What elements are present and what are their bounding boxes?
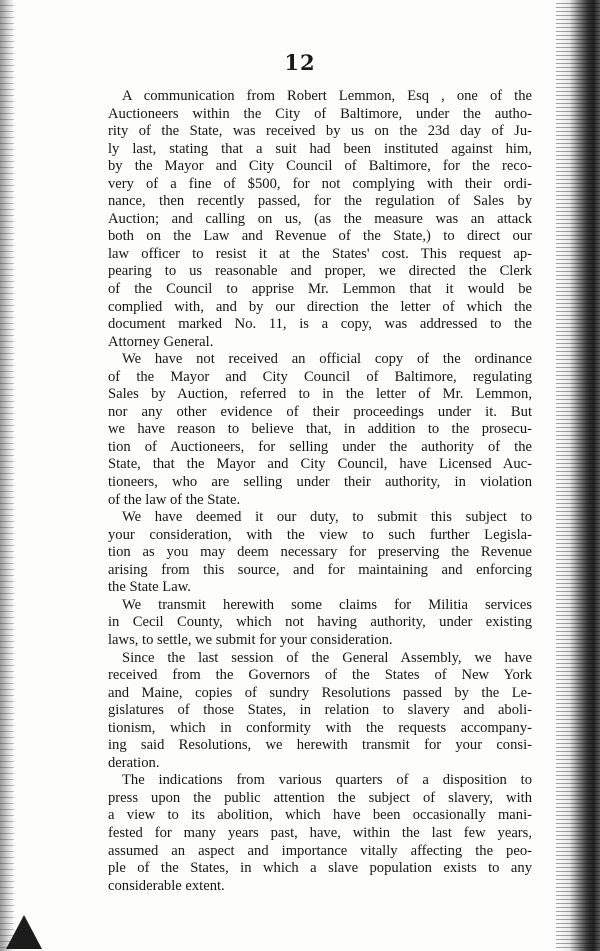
text-line: arising from this source, and for maintaining and enforcing [108, 561, 532, 578]
text-line: and Maine, copies of sundry Resolutions passed by the Le- [108, 684, 532, 701]
text-line: We transmit herewith some claims for Militia services [122, 596, 532, 613]
text-line: received from the Governors of the States of New York [108, 667, 532, 684]
text-line: We have not received an official copy of the ordinance [122, 351, 532, 368]
text-line: pearing to us reasonable and proper, we directed the Clerk [108, 263, 532, 280]
text-line: A communication from Robert Lemmon, Esq , one of the [122, 88, 532, 104]
text-line: complied with, and by our direction the letter of which the [108, 298, 532, 315]
text-line: tion as you may deem necessary for preserving the Revenue [108, 544, 532, 561]
text-line: document marked No. 11, is a copy, was addressed to the [108, 316, 532, 333]
text-line: ple of the States, in which a slave population exists to any [108, 860, 532, 877]
text-line: both on the Law and Revenue of the State,) to direct our [108, 228, 532, 245]
text-line: a view to its abolition, which have been occasionally mani- [108, 807, 532, 824]
text-line: the State Law. [108, 579, 191, 596]
text-line: ly last, stating that a suit had been instituted against him, [108, 140, 532, 157]
text-line: ing said Resolutions, we herewith transmit for your consi- [108, 737, 532, 754]
text-line: considerable extent. [108, 877, 225, 894]
text-line: laws, to settle, we submit for your consideration. [108, 631, 393, 648]
text-line: Auctioneers within the City of Baltimore, under the autho- [108, 105, 532, 122]
scan-binding-right-edge [556, 0, 600, 951]
text-line: gislatures of those States, in relation to slavery and aboli- [108, 702, 532, 719]
text-line: tion of Auctioneers, for selling under the authority of the [108, 438, 532, 455]
text-line: press upon the public attention the subject of slavery, with [108, 789, 532, 806]
text-line: We have deemed it our duty, to submit this subject to [122, 509, 532, 526]
text-line: very of a fine of $500, for not complying with their ordi- [108, 175, 532, 192]
text-line: tioneers, who are selling under their authority, in violation [108, 474, 532, 491]
text-line: law officer to resist it at the States' cost. This request ap- [108, 245, 532, 262]
text-line: we have reason to believe that, in addition to the prosecu- [108, 421, 532, 438]
text-line: of the Mayor and City Council of Baltimore, regulating [108, 368, 532, 385]
text-line: Attorney General. [108, 333, 214, 350]
text-line: in Cecil County, which not having authority, under existing [108, 614, 532, 631]
text-line: of the Council to apprise Mr. Lemmon that it would be [108, 281, 532, 298]
page-number: 12 [284, 50, 316, 75]
text-line: Since the last session of the General Assembly, we have [122, 649, 532, 666]
text-line: State, that the Mayor and City Council, have Licensed Auc- [108, 456, 532, 473]
text-line: fested for many years past, have, within the last few years, [108, 824, 532, 841]
text-line: nor any other evidence of their proceedings under it. But [108, 403, 532, 420]
text-line: rity of the State, was received by us on the 23d day of Ju- [108, 123, 532, 140]
text-line: nance, then recently passed, for the regulation of Sales by [108, 193, 532, 210]
scan-corner-mark [6, 915, 42, 949]
scan-binding-left-edge [0, 0, 14, 951]
body-text [108, 88, 532, 895]
text-line: The indications from various quarters of a disposition to [122, 772, 532, 789]
text-line: deration. [108, 754, 160, 771]
text-line: your consideration, with the view to such further Legisla- [108, 526, 532, 543]
text-line: tionism, which in conformity with the requests accompany- [108, 719, 532, 736]
text-line: of the law of the State. [108, 491, 241, 508]
text-line: assumed an aspect and importance vitally affecting the peo- [108, 842, 532, 859]
text-line: Sales by Auction, referred to in the letter of Mr. Lemmon, [108, 386, 532, 403]
text-line: Auction; and calling on us, (as the measure was an attack [108, 210, 532, 227]
text-line: by the Mayor and City Council of Baltimore, for the reco- [108, 158, 532, 175]
